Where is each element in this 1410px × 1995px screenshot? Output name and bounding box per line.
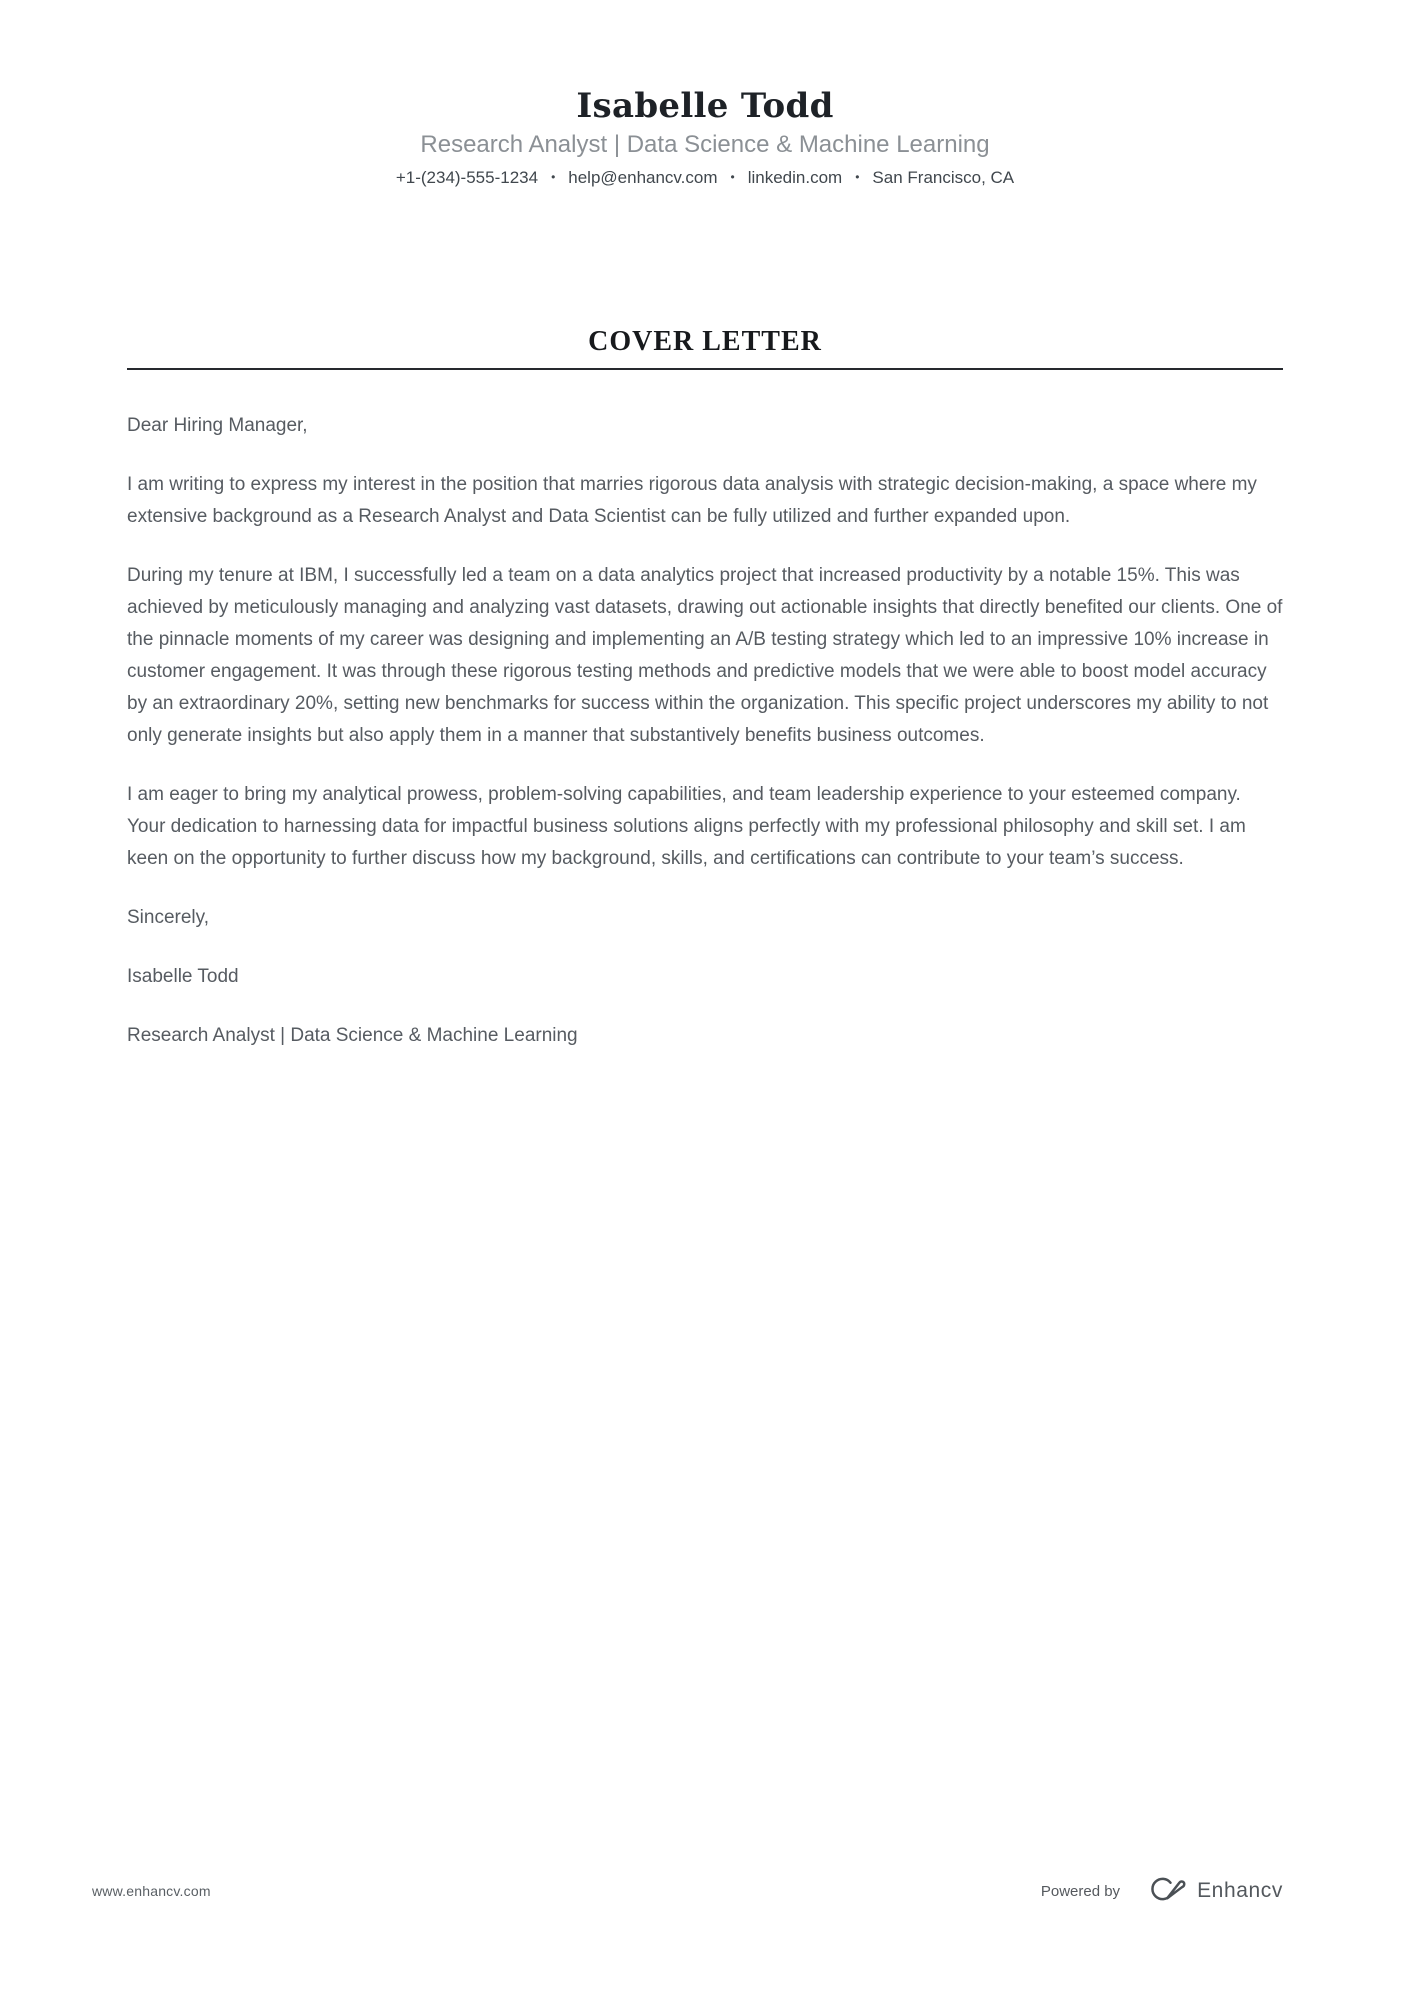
page-footer: [92, 1868, 1283, 1914]
letter-header: [0, 0, 1410, 190]
letter-body: [127, 410, 1283, 1052]
letter-paragraph: During my tenure at IBM, I successfully led a team on a data analytics project that increased productivity by a notable 15%. This was achieved by meticulously managing and analyzing vast datasets, drawing out actionable insights that directly benefited our clients. One of the pinnacle moments of my career was designing and implementing an A/B testing strategy which led to an impressive 10% increase in customer engagement. It was through these rigorous testing methods and predictive models that we were able to boost model accuracy by an extraordinary 20%, setting new benchmarks for success within the organization. This specific project underscores my ability to not only generate insights but also apply them in a manner that substantively benefits business outcomes.: [127, 565, 1283, 746]
letter-paragraph: I am eager to bring my analytical prowess, problem-solving capabilities, and team leadership experience to your esteemed company. Your dedication to harnessing data for impactful business solutions aligns perfectly with my professional philosophy and skill set. I am keen on the opportunity to further discuss how my background, skills, and certifications can contribute to your team’s success.: [127, 784, 1246, 869]
enhancv-wordmark: Enhancv: [1197, 1879, 1283, 1902]
salutation: Dear Hiring Manager,: [127, 415, 308, 436]
person-job-title: Research Analyst | Data Science & Machine Learning: [420, 131, 990, 158]
bullet-separator-icon: •: [855, 170, 860, 184]
bullet-separator-icon: •: [551, 170, 556, 184]
powered-by-label: Powered by: [1040, 1882, 1121, 1900]
person-name: Isabelle Todd: [576, 86, 834, 126]
bullet-separator-icon: •: [730, 170, 735, 184]
contact-phone: +1-(234)-555-1234: [395, 168, 539, 187]
letter-paragraph: I am writing to express my interest in the position that marries rigorous data analysis with strategic decision-making, a space where my extensive background as a Research Analyst and Data Scientist can be fully utilized and further expanded upon.: [127, 474, 1257, 527]
contact-website: linkedin.com: [747, 168, 843, 187]
contact-email: help@enhancv.com: [568, 168, 718, 187]
heading-divider: [127, 368, 1283, 370]
cover-letter-heading-block: [127, 327, 1283, 370]
enhancv-infinity-heart-icon: [1142, 1874, 1188, 1909]
closing: Sincerely,: [127, 907, 210, 928]
signature-title: Research Analyst | Data Science & Machine Learning: [127, 1025, 578, 1046]
contact-line: [0, 165, 1410, 190]
cover-letter-title: COVER LETTER: [588, 326, 822, 357]
enhancv-brand: [1142, 1874, 1283, 1909]
contact-location: San Francisco, CA: [872, 168, 1015, 187]
powered-by-group: [1041, 1874, 1283, 1909]
signature-name: Isabelle Todd: [127, 966, 239, 987]
letter-paragraphs: [127, 469, 1283, 875]
footer-website: www.enhancv.com: [92, 1883, 211, 1899]
